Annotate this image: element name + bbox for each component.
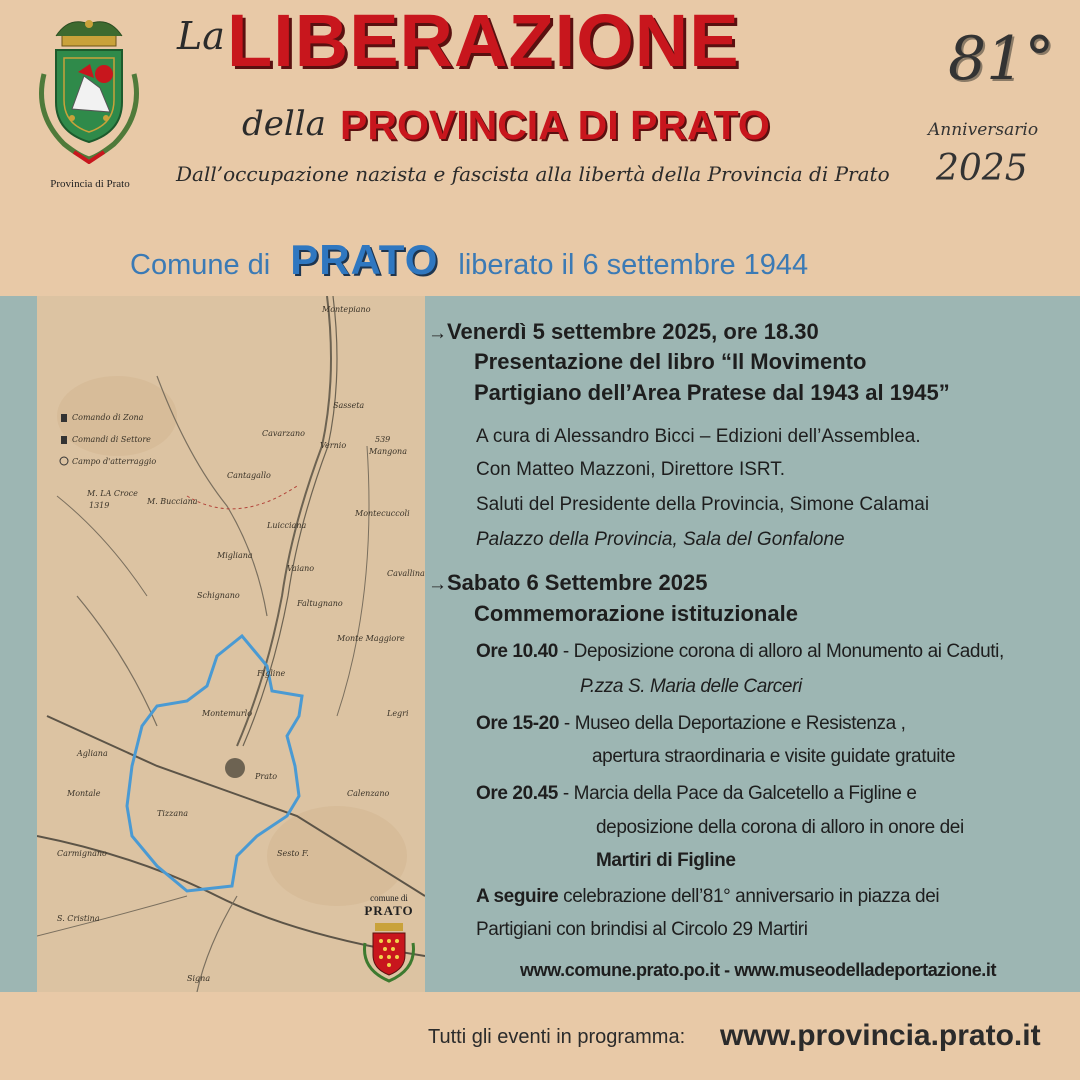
event-1-date-line: [428, 319, 819, 345]
arrow-right-icon: →: [428, 574, 447, 595]
comune-logo: [358, 893, 420, 988]
after-event-text2: Partigiani con brindisi al Circolo 29 Martiri: [476, 919, 808, 940]
comune-logo-line1: comune di: [370, 893, 408, 903]
after-event-text: celebrazione dell’81° anniversario in piazza dei: [558, 886, 940, 907]
event-1-title-line2: Partigiano dell’Area Pratese dal 1943 al 1945”: [474, 380, 950, 405]
event-1-greetings: Saluti del Presidente della Provincia, Simone Calamai: [476, 494, 930, 515]
svg-text:Legri: Legri: [387, 709, 409, 718]
schedule-item-2-detail: apertura straordinaria e visite guidate gratuite: [592, 746, 956, 767]
svg-text:Monte Maggiore: Monte Maggiore: [337, 634, 405, 643]
svg-text:Comando di Zona: Comando di Zona: [72, 413, 144, 422]
after-event-label: A seguire: [476, 886, 559, 907]
svg-text:Montepiano: Montepiano: [322, 305, 371, 314]
page-title: LIBERAZIONE: [227, 0, 740, 82]
svg-text:Sasseta: Sasseta: [333, 401, 365, 410]
svg-text:Cavarzano: Cavarzano: [262, 429, 305, 438]
provincia-crest: [34, 14, 144, 164]
arrow-right-icon: →: [428, 323, 447, 344]
schedule-item-3-detail2: Martiri di Figline: [596, 850, 736, 871]
websites-link[interactable]: www.comune.prato.po.it - www.museodelladeportazione.it: [520, 960, 997, 980]
after-event: [476, 886, 939, 908]
svg-text:Figline: Figline: [257, 669, 286, 678]
subtitle: Dall’occupazione nazista e fascista alla libertà della Provincia di Prato: [176, 162, 890, 186]
svg-text:Mangona: Mangona: [369, 447, 407, 456]
comune-liberation-date: liberato il 6 settembre 1944: [458, 249, 809, 281]
svg-text:S. Cristina: S. Cristina: [57, 914, 100, 923]
anniversary-year: 2025: [936, 148, 1028, 189]
svg-text:Prato: Prato: [255, 772, 278, 781]
schedule-item-2: [476, 713, 906, 735]
comune-prefix: Comune di: [130, 249, 271, 281]
svg-text:Faltugnano: Faltugnano: [297, 599, 343, 608]
event-2-date-line: [428, 570, 707, 596]
svg-text:M. LA Croce: M. LA Croce: [87, 489, 138, 498]
svg-text:Tizzana: Tizzana: [157, 809, 189, 818]
svg-text:1319: 1319: [89, 501, 110, 510]
svg-text:Comandi di Settore: Comandi di Settore: [72, 435, 151, 444]
svg-text:Luicciana: Luicciana: [267, 521, 307, 530]
crest-label: Provincia di Prato: [50, 178, 130, 190]
comune-banner: [130, 236, 808, 284]
schedule-item-1: [476, 641, 1004, 663]
svg-text:Cavallina: Cavallina: [387, 569, 425, 578]
event-1-guest: Con Matteo Mazzoni, Direttore ISRT.: [476, 459, 786, 480]
event-1-date: Venerdì 5 settembre 2025, ore 18.30: [447, 319, 819, 344]
svg-text:Montemurlo: Montemurlo: [202, 709, 253, 718]
schedule-item-2-text: - Museo della Deportazione e Resistenza ,: [559, 713, 906, 734]
schedule-item-3-detail: deposizione della corona di alloro in onore dei: [596, 817, 964, 838]
anniversary-number: 81°: [948, 24, 1055, 94]
title-article: La: [177, 14, 225, 58]
svg-text:539: 539: [375, 435, 391, 444]
svg-text:Vernio: Vernio: [320, 441, 347, 450]
svg-text:Montecuccoli: Montecuccoli: [355, 509, 410, 518]
comune-logo-line2: PRATO: [364, 903, 414, 918]
schedule-item-3-time: Ore 20.45: [476, 783, 558, 804]
svg-text:Schignano: Schignano: [197, 591, 240, 600]
svg-text:Signa: Signa: [187, 974, 211, 983]
comune-name: PRATO: [290, 236, 439, 283]
event-2-title: Commemorazione istituzionale: [474, 601, 798, 626]
svg-text:Migliana: Migliana: [217, 551, 253, 560]
anniversary-label: Anniversario: [928, 120, 1039, 140]
event-1-title-line1: Presentazione del libro “Il Movimento: [474, 349, 867, 374]
prato-shield-icon: [361, 919, 417, 983]
svg-text:Calenzano: Calenzano: [347, 789, 390, 798]
svg-text:Cantagallo: Cantagallo: [227, 471, 271, 480]
svg-text:M. Bucciana: M. Bucciana: [147, 497, 198, 506]
footer-label: Tutti gli eventi in programma:: [428, 1026, 686, 1048]
svg-text:Montale: Montale: [67, 789, 101, 798]
event-1-place: Palazzo della Provincia, Sala del Gonfalone: [476, 529, 845, 550]
schedule-item-3: [476, 783, 917, 805]
svg-text:Agliana: Agliana: [77, 749, 108, 758]
event-1-author: A cura di Alessandro Bicci – Edizioni dell’Assemblea.: [476, 426, 921, 447]
schedule-item-1-time: Ore 10.40: [476, 641, 558, 662]
schedule-item-3-text: - Marcia della Pace da Galcetello a Figline e: [557, 783, 917, 804]
svg-text:Campo d'atterraggio: Campo d'atterraggio: [72, 457, 157, 466]
schedule-item-2-time: Ore 15-20: [476, 713, 560, 734]
svg-text:Carmignano: Carmignano: [57, 849, 107, 858]
svg-text:Vaiano: Vaiano: [287, 564, 315, 573]
schedule-item-1-text: - Deposizione corona di alloro al Monumento ai Caduti,: [557, 641, 1004, 662]
title-della: della: [242, 104, 326, 144]
svg-text:Sesto F.: Sesto F.: [277, 849, 309, 858]
title-province: PROVINCIA DI PRATO: [340, 102, 770, 148]
event-2-date: Sabato 6 Settembre 2025: [447, 570, 708, 595]
schedule-item-1-place: P.zza S. Maria delle Carceri: [580, 676, 802, 697]
footer-url-link[interactable]: www.provincia.prato.it: [720, 1019, 1041, 1052]
historic-map: [37, 296, 425, 992]
